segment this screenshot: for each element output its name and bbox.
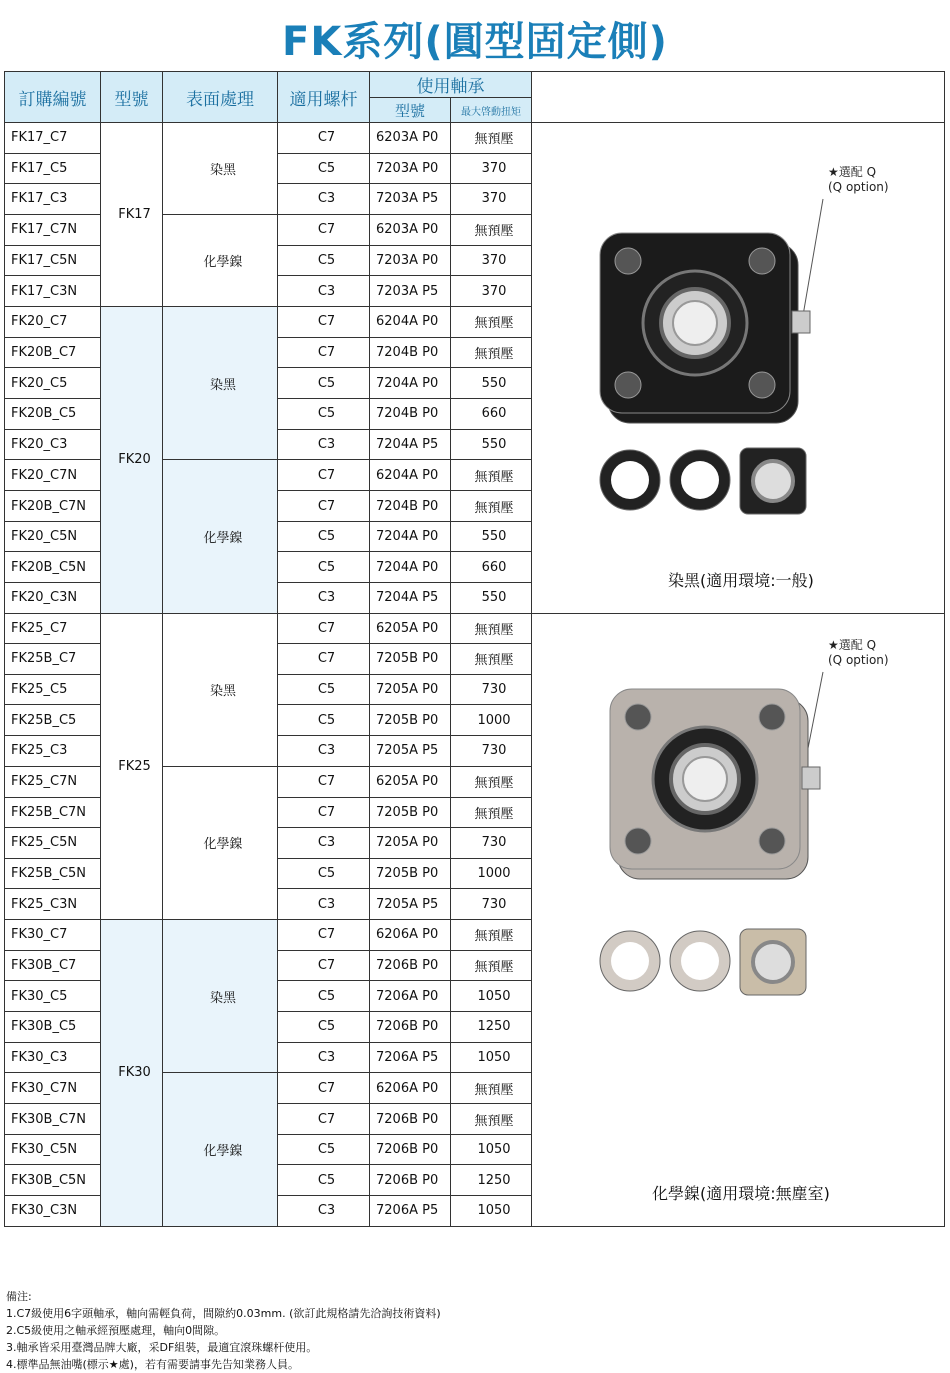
torque-cell: 370 <box>451 276 532 307</box>
screw-cell: C3 <box>278 1042 370 1073</box>
torque-cell: 無預壓 <box>451 766 532 797</box>
bearing-model-cell: 7205A P0 <box>370 828 451 859</box>
bearing-model-cell: 6203A P0 <box>370 123 451 154</box>
order-no-cell: FK20_C7 <box>5 306 101 337</box>
note-line: 2.C5級使用之軸承經預壓處理，軸向0間隙。 <box>6 1324 226 1337</box>
bearing-model-cell: 6204A P0 <box>370 460 451 491</box>
torque-cell: 660 <box>451 552 532 583</box>
order-no-cell: FK30_C3 <box>5 1042 101 1073</box>
bearing-model-cell: 7205A P5 <box>370 735 451 766</box>
table-row <box>5 613 945 644</box>
torque-cell: 無預壓 <box>451 797 532 828</box>
note-line: 3.軸承皆采用臺灣品牌大廠，采DF組裝，最適宜滾珠螺杆使用。 <box>6 1341 318 1354</box>
header-bearing-model: 型號 <box>370 98 451 123</box>
order-no-cell: FK20_C3 <box>5 429 101 460</box>
fixed-support-unit-illustration <box>538 123 945 563</box>
screw-cell: C7 <box>278 1104 370 1135</box>
surface-cell: 染黑 <box>163 919 278 1072</box>
header-surface: 表面處理 <box>163 72 278 123</box>
bearing-model-cell: 7205B P0 <box>370 705 451 736</box>
surface-cell: 染黑 <box>163 613 278 766</box>
screw-cell: C5 <box>278 858 370 889</box>
torque-cell: 無預壓 <box>451 123 532 154</box>
screw-cell: C5 <box>278 705 370 736</box>
screw-cell: C3 <box>278 1196 370 1227</box>
header-bearing: 使用軸承 <box>370 72 532 98</box>
torque-cell: 730 <box>451 889 532 920</box>
surface-cell: 染黑 <box>163 306 278 459</box>
torque-cell: 550 <box>451 429 532 460</box>
bearing-model-cell: 7206A P0 <box>370 981 451 1012</box>
header-screw: 適用螺杆 <box>278 72 370 123</box>
screw-cell: C7 <box>278 797 370 828</box>
torque-cell: 無預壓 <box>451 919 532 950</box>
torque-cell: 無預壓 <box>451 1073 532 1104</box>
spec-table-body <box>5 123 945 1227</box>
notes <box>6 1288 441 1373</box>
model-cell: FK17 <box>101 123 163 307</box>
order-no-cell: FK20B_C7 <box>5 337 101 368</box>
screw-cell: C3 <box>278 735 370 766</box>
surface-cell: 化學鎳 <box>163 214 278 306</box>
q-option-line2: (Q option) <box>828 652 889 667</box>
note-line: 備注: <box>6 1290 32 1303</box>
surface-cell: 化學鎳 <box>163 460 278 613</box>
table-row <box>5 123 945 154</box>
screw-cell: C5 <box>278 981 370 1012</box>
bearing-model-cell: 7203A P5 <box>370 276 451 307</box>
torque-cell: 660 <box>451 399 532 430</box>
screw-cell: C3 <box>278 889 370 920</box>
screw-cell: C7 <box>278 766 370 797</box>
bearing-model-cell: 7205B P0 <box>370 797 451 828</box>
torque-cell: 370 <box>451 245 532 276</box>
screw-cell: C5 <box>278 1012 370 1043</box>
screw-cell: C5 <box>278 153 370 184</box>
screw-cell: C3 <box>278 828 370 859</box>
order-no-cell: FK30B_C7N <box>5 1104 101 1135</box>
order-no-cell: FK30_C3N <box>5 1196 101 1227</box>
model-cell: FK25 <box>101 613 163 919</box>
bearing-model-cell: 7203A P5 <box>370 184 451 215</box>
model-cell: FK30 <box>101 919 163 1226</box>
screw-cell: C7 <box>278 306 370 337</box>
torque-cell: 無預壓 <box>451 1104 532 1135</box>
order-no-cell: FK20B_C5N <box>5 552 101 583</box>
order-no-cell: FK25B_C5 <box>5 705 101 736</box>
order-no-cell: FK30B_C5 <box>5 1012 101 1043</box>
torque-cell: 550 <box>451 521 532 552</box>
order-no-cell: FK30_C5N <box>5 1134 101 1165</box>
bearing-model-cell: 7206A P5 <box>370 1196 451 1227</box>
q-option-line2: (Q option) <box>828 180 889 194</box>
bearing-model-cell: 6205A P0 <box>370 613 451 644</box>
screw-cell: C7 <box>278 460 370 491</box>
screw-cell: C7 <box>278 214 370 245</box>
torque-cell: 1250 <box>451 1165 532 1196</box>
order-no-cell: FK20_C5N <box>5 521 101 552</box>
order-no-cell: FK25_C3 <box>5 735 101 766</box>
bearing-model-cell: 6204A P0 <box>370 306 451 337</box>
screw-cell: C5 <box>278 245 370 276</box>
torque-cell: 730 <box>451 674 532 705</box>
bearing-model-cell: 7204A P5 <box>370 429 451 460</box>
screw-cell: C5 <box>278 552 370 583</box>
bearing-model-cell: 7206B P0 <box>370 1165 451 1196</box>
torque-cell: 無預壓 <box>451 460 532 491</box>
torque-cell: 1050 <box>451 1196 532 1227</box>
order-no-cell: FK17_C7N <box>5 214 101 245</box>
order-no-cell: FK30_C7 <box>5 919 101 950</box>
torque-cell: 無預壓 <box>451 214 532 245</box>
screw-cell: C3 <box>278 184 370 215</box>
screw-cell: C3 <box>278 429 370 460</box>
screw-cell: C5 <box>278 1134 370 1165</box>
order-no-cell: FK25_C5 <box>5 674 101 705</box>
order-no-cell: FK17_C3N <box>5 276 101 307</box>
order-no-cell: FK30_C7N <box>5 1073 101 1104</box>
torque-cell: 無預壓 <box>451 337 532 368</box>
bearing-model-cell: 6206A P0 <box>370 919 451 950</box>
order-no-cell: FK20B_C7N <box>5 491 101 522</box>
bearing-model-cell: 6206A P0 <box>370 1073 451 1104</box>
order-no-cell: FK25_C7N <box>5 766 101 797</box>
screw-cell: C5 <box>278 1165 370 1196</box>
screw-cell: C5 <box>278 368 370 399</box>
screw-cell: C3 <box>278 276 370 307</box>
note-line: 4.標準品無油嘴(標示★處)，若有需要請事先告知業務人員。 <box>6 1358 299 1371</box>
order-no-cell: FK30_C5 <box>5 981 101 1012</box>
screw-cell: C7 <box>278 1073 370 1104</box>
order-no-cell: FK25_C3N <box>5 889 101 920</box>
bearing-model-cell: 7203A P0 <box>370 153 451 184</box>
screw-cell: C3 <box>278 583 370 614</box>
torque-cell: 無預壓 <box>451 644 532 675</box>
bearing-model-cell: 7205A P0 <box>370 674 451 705</box>
torque-cell: 無預壓 <box>451 613 532 644</box>
torque-cell: 730 <box>451 828 532 859</box>
order-no-cell: FK20_C3N <box>5 583 101 614</box>
order-no-cell: FK25_C7 <box>5 613 101 644</box>
screw-cell: C7 <box>278 337 370 368</box>
order-no-cell: FK20_C5 <box>5 368 101 399</box>
spec-table <box>4 71 945 1227</box>
screw-cell: C7 <box>278 950 370 981</box>
torque-cell: 無預壓 <box>451 950 532 981</box>
order-no-cell: FK25B_C7N <box>5 797 101 828</box>
bearing-model-cell: 7204A P0 <box>370 521 451 552</box>
torque-cell: 1250 <box>451 1012 532 1043</box>
torque-cell: 無預壓 <box>451 306 532 337</box>
bearing-model-cell: 6205A P0 <box>370 766 451 797</box>
header-model: 型號 <box>101 72 163 123</box>
bearing-model-cell: 7205A P5 <box>370 889 451 920</box>
note-line: 1.C7級使用6字頭軸承，軸向需輕負荷，間隙約0.03mm. (欲訂此規格請先洽詢技術資料) <box>6 1307 441 1320</box>
header-order-no: 訂購編號 <box>5 72 101 123</box>
torque-cell: 1050 <box>451 1042 532 1073</box>
torque-cell: 550 <box>451 583 532 614</box>
torque-cell: 1000 <box>451 705 532 736</box>
order-no-cell: FK20B_C5 <box>5 399 101 430</box>
screw-cell: C5 <box>278 521 370 552</box>
torque-cell: 370 <box>451 184 532 215</box>
header-blank <box>532 72 945 123</box>
fixed-support-unit-illustration <box>538 614 945 1176</box>
screw-cell: C7 <box>278 123 370 154</box>
q-option-line1: ★選配 Q <box>828 637 877 652</box>
screw-cell: C7 <box>278 919 370 950</box>
torque-cell: 730 <box>451 735 532 766</box>
order-no-cell: FK25B_C5N <box>5 858 101 889</box>
screw-cell: C5 <box>278 399 370 430</box>
torque-cell: 1000 <box>451 858 532 889</box>
order-no-cell: FK17_C5 <box>5 153 101 184</box>
bearing-model-cell: 7204A P0 <box>370 552 451 583</box>
torque-cell: 無預壓 <box>451 491 532 522</box>
model-cell: FK20 <box>101 306 163 613</box>
order-no-cell: FK30B_C7 <box>5 950 101 981</box>
order-no-cell: FK25B_C7 <box>5 644 101 675</box>
torque-cell: 1050 <box>451 1134 532 1165</box>
bearing-model-cell: 7206B P0 <box>370 950 451 981</box>
bearing-model-cell: 7206B P0 <box>370 1012 451 1043</box>
product-image-panel <box>532 613 945 1226</box>
torque-cell: 1050 <box>451 981 532 1012</box>
surface-cell: 染黑 <box>163 123 278 215</box>
image-caption: 染黑(適用環境:一般) <box>668 570 814 590</box>
bearing-model-cell: 6203A P0 <box>370 214 451 245</box>
bearing-model-cell: 7204B P0 <box>370 337 451 368</box>
image-caption: 化學鎳(適用環境:無塵室) <box>652 1183 830 1203</box>
bearing-model-cell: 7205B P0 <box>370 644 451 675</box>
screw-cell: C7 <box>278 644 370 675</box>
bearing-model-cell: 7204B P0 <box>370 491 451 522</box>
screw-cell: C5 <box>278 674 370 705</box>
bearing-model-cell: 7204B P0 <box>370 399 451 430</box>
order-no-cell: FK30B_C5N <box>5 1165 101 1196</box>
bearing-model-cell: 7206B P0 <box>370 1134 451 1165</box>
surface-cell: 化學鎳 <box>163 766 278 919</box>
q-option-line1: ★選配 Q <box>828 165 877 179</box>
product-image-panel <box>532 123 945 614</box>
surface-cell: 化學鎳 <box>163 1073 278 1226</box>
bearing-model-cell: 7206A P5 <box>370 1042 451 1073</box>
order-no-cell: FK17_C5N <box>5 245 101 276</box>
bearing-model-cell: 7204A P5 <box>370 583 451 614</box>
bearing-model-cell: 7206B P0 <box>370 1104 451 1135</box>
order-no-cell: FK25_C5N <box>5 828 101 859</box>
order-no-cell: FK17_C3 <box>5 184 101 215</box>
torque-cell: 550 <box>451 368 532 399</box>
bearing-model-cell: 7204A P0 <box>370 368 451 399</box>
screw-cell: C7 <box>278 491 370 522</box>
torque-cell: 370 <box>451 153 532 184</box>
bearing-model-cell: 7205B P0 <box>370 858 451 889</box>
order-no-cell: FK20_C7N <box>5 460 101 491</box>
screw-cell: C7 <box>278 613 370 644</box>
page-title: FK系列(圓型固定側) <box>282 19 668 65</box>
header-max-torque: 最大啓動扭矩 <box>451 98 532 123</box>
order-no-cell: FK17_C7 <box>5 123 101 154</box>
bearing-model-cell: 7203A P0 <box>370 245 451 276</box>
